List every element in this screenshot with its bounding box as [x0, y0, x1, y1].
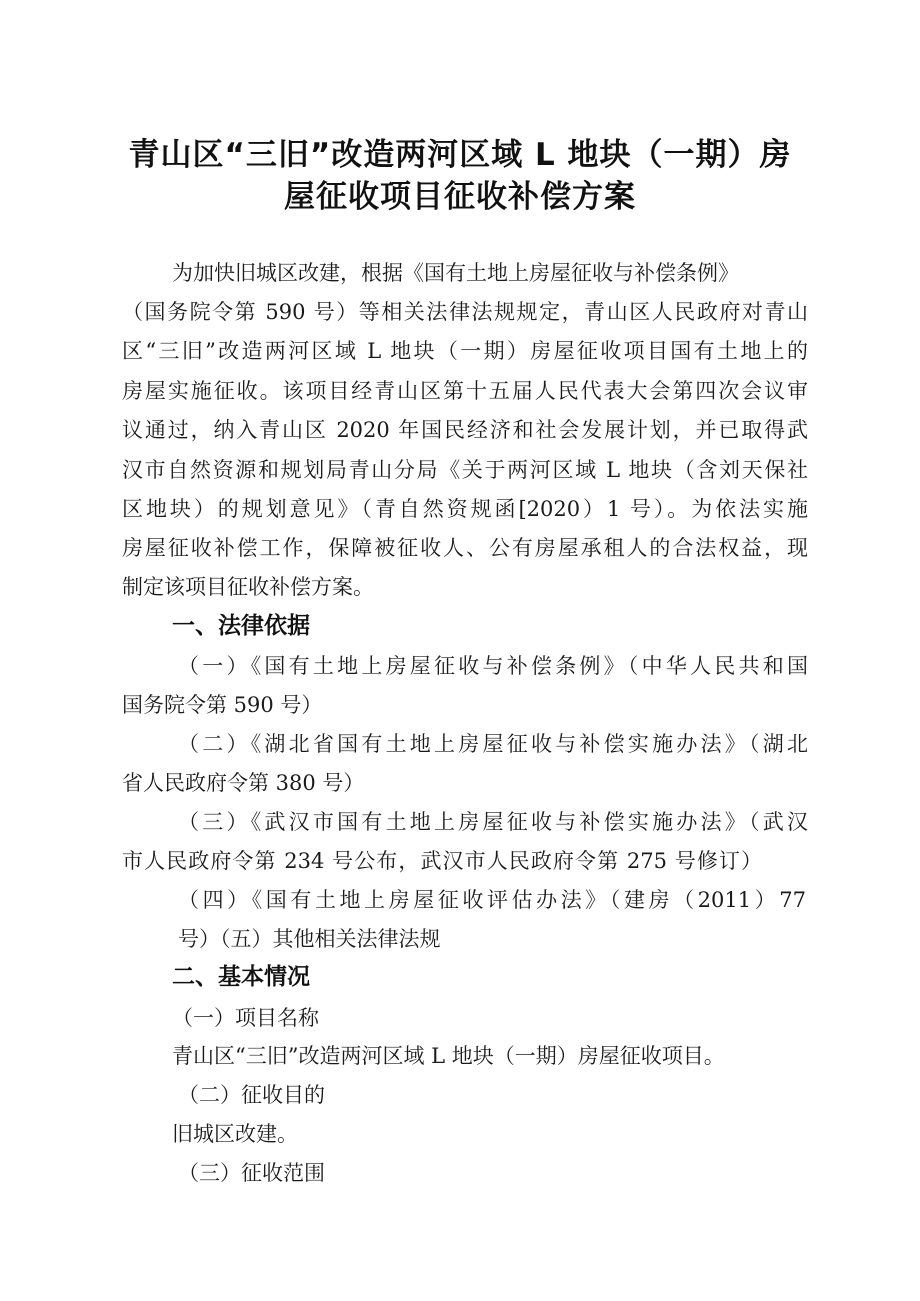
intro-line: 汉市自然资源和规划局青山分局《关于两河区域 L 地块（含刘天保社	[122, 458, 808, 482]
basic-info-subheading: （二）征收目的	[178, 1083, 325, 1107]
intro-line: 为加快旧城区改建，根据《国有土地上房屋征收与补偿条例》	[172, 261, 739, 285]
intro-line: 区“三旧”改造两河区域 L 地块（一期）房屋征收项目国有土地上的	[122, 339, 808, 363]
legal-basis-line: （一）《国有土地上房屋征收与补偿条例》（中华人民共和国	[178, 654, 808, 678]
intro-line: （国务院令第 590 号）等相关法律法规规定，青山区人民政府对青山	[122, 300, 808, 324]
legal-basis-line: （三）《武汉市国有土地上房屋征收与补偿实施办法》（武汉	[178, 810, 808, 834]
intro-line: 制定该项目征收补偿方案。	[122, 575, 374, 599]
legal-basis-line: 省人民政府令第 380 号）	[122, 771, 365, 795]
intro-line: 区地块）的规划意见》（青自然资规函[2020）1 号）。为依法实施	[122, 497, 808, 521]
legal-basis-line: 市人民政府令第 234 号公布，武汉市人民政府令第 275 号修订）	[122, 849, 762, 873]
section-heading-basic-info: 二、基本情况	[172, 964, 310, 990]
legal-basis-line: 国务院令第 590 号）	[122, 693, 323, 717]
basic-info-text: 旧城区改建。	[172, 1122, 298, 1146]
basic-info-subheading: （一）项目名称	[172, 1006, 319, 1030]
basic-info-text: 青山区“三旧”改造两河区域 L 地块（一期）房屋征收项目。	[172, 1044, 725, 1068]
document-title-line-2: 屋征收项目征收补偿方案	[284, 179, 636, 215]
section-heading-legal-basis: 一、法律依据	[172, 613, 310, 639]
document-title-line-1: 青山区“三旧”改造两河区域 L 地块（一期）房	[128, 137, 792, 173]
legal-basis-line: （二）《湖北省国有土地上房屋征收与补偿实施办法》（湖北	[178, 732, 808, 756]
legal-basis-line: 号）（五）其他相关法律法规	[178, 927, 441, 951]
intro-line: 房屋征收补偿工作，保障被征收人、公有房屋承租人的合法权益，现	[122, 536, 808, 560]
intro-line: 房屋实施征收。该项目经青山区第十五届人民代表大会第四次会议审	[122, 379, 808, 403]
intro-line: 议通过，纳入青山区 2020 年国民经济和社会发展计划，并已取得武	[122, 418, 808, 442]
legal-basis-line: （四）《国有土地上房屋征收评估办法》（建房（2011）77	[178, 888, 806, 912]
basic-info-subheading: （三）征收范围	[178, 1161, 325, 1185]
